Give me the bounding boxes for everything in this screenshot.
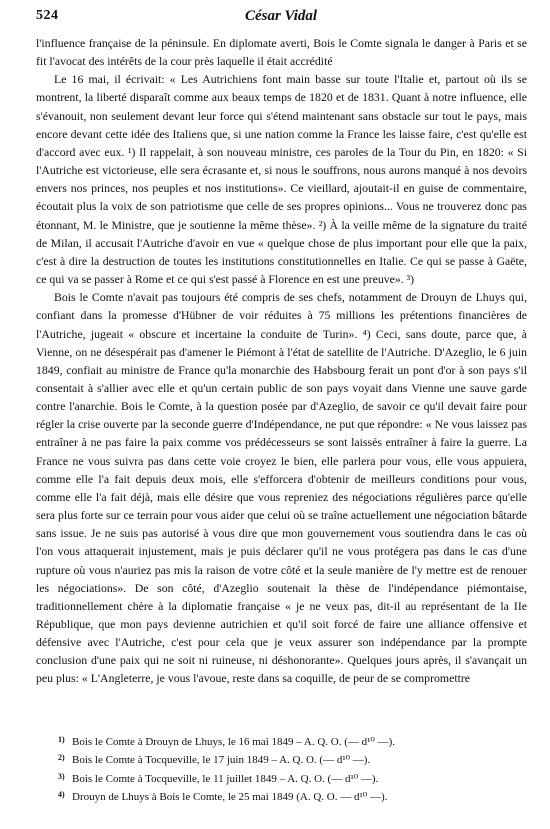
footnote xyxy=(58,732,528,750)
footnote xyxy=(58,750,528,768)
body-text xyxy=(36,34,527,688)
paragraph: Bois le Comte n'avait pas toujours été compris de ses chefs, notamment de Drouyn de Lhuys qui, confiant dans la promesse d'Hübner de voir réduites à 75 millions les prétentions financières de l'Autriche, jugeait « obscure et incertaine la conduite de Turin». ⁴) Ceci, sans doute, parce que, à Vienne, on ne désespérait pas d'amener le Piémont à l'état de satellite de l'Autriche. D'Azeglio, le 6 juin 1849, confiait au ministre de France qu'la monarchie des Habsbourg ferait un pont d'or à son pays s'il consentait à s'allier avec elle et qu'un certain public de son pays voyait dans Vienne une sauve garde contre l'anarchie. Bois le Comte, à la question posée par d'Azeglio, de savoir ce qu'il devait faire pour régler la crise ouverte par la seconde guerre d'Indépendance, ne put que répondre: « Ne vous laissez pas entraîner à ne pas faire la paix comme vos prédécesseurs se sont laissés entraîner à faire la guerre. La France ne vous suivra pas dans cette voie croyez le bien, elle parlera pour vous, elle vous appuiera, comme elle l'a fait depuis deux mois, elle s'efforcera d'obtenir de meilleurs conditions pour vous, comme elle l'a fait déjà, mais elle désire que vous repreniez des négociations régulières parce qu'elle sera plus forte sur ce terrain pour vous aider que celui où se traîne actuellement une négociation bâtarde sans issue. Je ne suis pas autorisé à vous dire que mon gouvernement vous soutiendra dans le cas où l'on vous attaquerait injustement, mais je puis déclarer qu'il ne vous protégera pas dans le cas d'une rupture où vous n'auriez pas mis la raison de votre côté et la seule manière de l'y mettre est de renouer les négociations». De son côté, d'Azeglio soutenait la thèse de l'indépendance piémontaise, traditionnellement chère à la diplomatie française « je ne veux pas, dit-il au représentant de la IIe République, que mon pays devienne autrichien et qu'il soit forcé de faire une alliance offensive et défensive avec l'Autriche, c'est pour cela que je veux assurer son indépendance par la prompte conclusion d'une paix qui ne soit ni ruineuse, ni déshonorante». Quelques jours après, il s'avançait un peu plus: « L'Angleterre, je vous l'avoue, reste dans sa coquille, de peur de se compromettre xyxy=(36,290,527,686)
footnote-mark: 1) xyxy=(58,735,65,744)
page-number: 524 xyxy=(36,8,59,23)
footnote-text: Drouyn de Lhuys à Bois le Comte, le 25 mai 1849 (A. Q. O. — d¹⁰ —). xyxy=(72,791,388,804)
footnote xyxy=(58,769,528,787)
footnote-text: Bois le Comte à Drouyn de Lhuys, le 16 mai 1849 – A. Q. O. (— d¹⁰ —). xyxy=(72,736,396,748)
footnote xyxy=(58,787,528,805)
footnote-mark: 3) xyxy=(58,771,65,781)
paragraph: Le 16 mai, il écrivait: « Les Autrichiens font main basse sur toute l'Italie et, partout où ils se montrent, la liberté disparaît comme aux beaux temps de 1820 et de 1831. Quant à notre influence, elle s'évanouit, non seulement devant leur force qui s'étend maintenant sans obstacle sur tout le pays, mais encore devant cette idée des Italiens que, si une nation comme la France les laisse faire, c'est qu'elle est d'accord avec eux. ¹) Il rappelait, à son nouveau ministre, ces paroles de la Tour du Pin, en 1820: « Si l'Autriche est victorieuse, elle sera écrasante et, si nous le souffrons, nous aurons manqué à nos devoirs envers nos princes, nos peuples et nos institutions». Ce vieillard, ajoutait-il en guise de commentaire, écoutait plus la voix de son patriotisme que celle de ses propres opinions... Vous ne trouverez donc pas étonnant, M. le Ministre, que je soutienne la même thèse». ²) À la veille même de la signature du traité de Milan, il accusait l'Autriche d'avoir en vue « quelque chose de plus important pour elle que la paix, c'est à dire la destruction de toutes les institutions constitutionnelles en Italie. Ce qui se passe à Gaëte, ce qui va se passer à Rome et ce qui s'est passé à Florence en est une preuve». ³) xyxy=(36,72,527,287)
paragraph: l'influence française de la péninsule. En diplomate averti, Bois le Comte signala le danger à Paris et se fit l'avocat des intérêts de la cour près laquelle il était accrédité xyxy=(36,36,527,69)
page-header xyxy=(36,4,526,28)
running-title: César Vidal xyxy=(244,8,318,24)
footnotes xyxy=(58,732,528,806)
footnote-text: Bois le Comte à Tocqueville, le 17 juin 1849 – A. Q. O. (— d¹⁰ —). xyxy=(72,754,371,767)
footnote-text: Bois le Comte à Tocqueville, le 11 juillet 1849 – A. Q. O. (— d¹⁰ —). xyxy=(72,772,379,785)
footnote-mark: 2) xyxy=(58,753,65,763)
footnote-mark: 4) xyxy=(58,790,65,800)
